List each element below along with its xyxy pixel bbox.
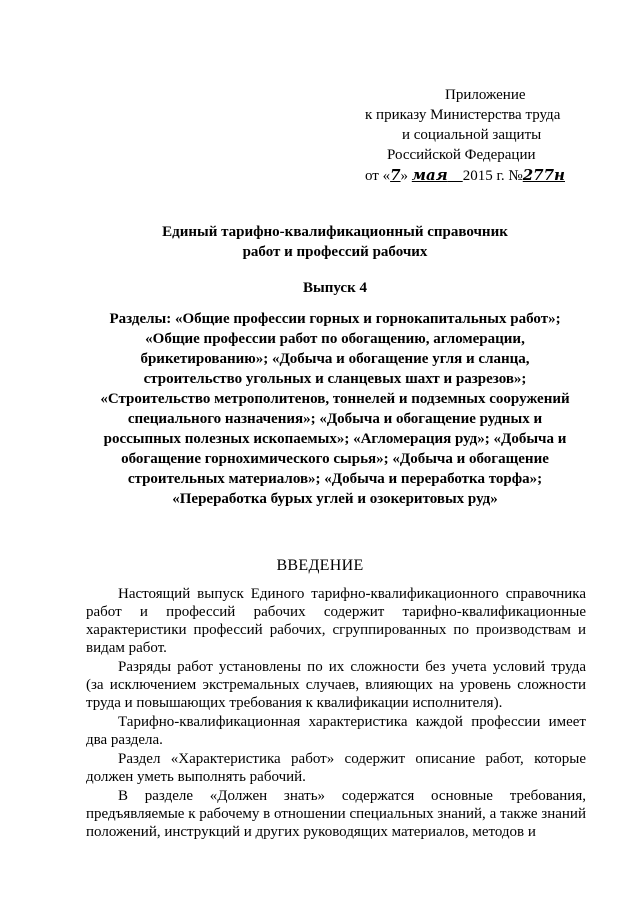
date-prefix: от « — [365, 168, 391, 184]
title-line: Единый тарифно-квалификационный справочник — [162, 224, 508, 240]
appendix-block — [360, 85, 600, 186]
order-number: 277н — [522, 166, 565, 184]
appendix-line: к приказу Министерства труда — [365, 107, 561, 123]
paragraph: Разряды работ установлены по их сложности без учета условий труда (за исключением экстремальных случаев, влияющих на уровень сложности труда и повышающих требования к квалификации исполнителя). — [86, 659, 586, 711]
date-year: 2015 г. № — [462, 168, 523, 184]
paragraph: Настоящий выпуск Единого тарифно-квалификационного справочника работ и профессий рабочих содержит тарифно-квалификационные характеристики профессий рабочих, сгруппированных по производствам и видам работ. — [86, 586, 586, 656]
title-line: работ и профессий рабочих — [242, 244, 428, 260]
paragraph: Раздел «Характеристика работ» содержит описание работ, которые должен уметь выполнять рабочий. — [86, 751, 586, 785]
intro-body — [86, 585, 586, 841]
appendix-date-line — [360, 165, 600, 186]
date-mid: » — [400, 168, 412, 184]
intro-heading: ВВЕДЕНИЕ — [276, 557, 364, 574]
document-title — [90, 222, 580, 262]
date-month: мая — [411, 166, 448, 184]
paragraph: Тарифно-квалификационная характеристика каждой профессии имеет два раздела. — [86, 714, 586, 748]
sections-list: Разделы: «Общие профессии горных и горнокапитальных работ»; «Общие профессии работ по обогащению, агломерации, брикетированию»; «Добыча и обогащение угля и сланца, строительство угольных и сланцевых шахт и разрезов»; «Строительство метрополитенов, тоннелей и подземных сооружений специального назначения»; «Добыча и обогащение рудных и россыпных полезных ископаемых»; «Агломерация руд»; «Добыча и обогащение горнохимического сырья»; «Добыча и обогащение строительных материалов»; «Добыча и переработка торфа»; «Переработка бурых углей и озокеритовых руд» — [100, 311, 570, 507]
date-blank — [448, 168, 463, 184]
appendix-line: и социальной защиты — [402, 127, 542, 143]
appendix-title: Приложение — [445, 87, 526, 103]
appendix-line: Российской Федерации — [387, 147, 536, 163]
paragraph: В разделе «Должен знать» содержатся основные требования, предъявляемые к рабочему в отношении специальных знаний, а также знаний положений, инструкций и других руководящих материалов, методов и — [86, 788, 586, 840]
issue-number: Выпуск 4 — [303, 280, 367, 296]
date-day: 7 — [390, 166, 401, 184]
